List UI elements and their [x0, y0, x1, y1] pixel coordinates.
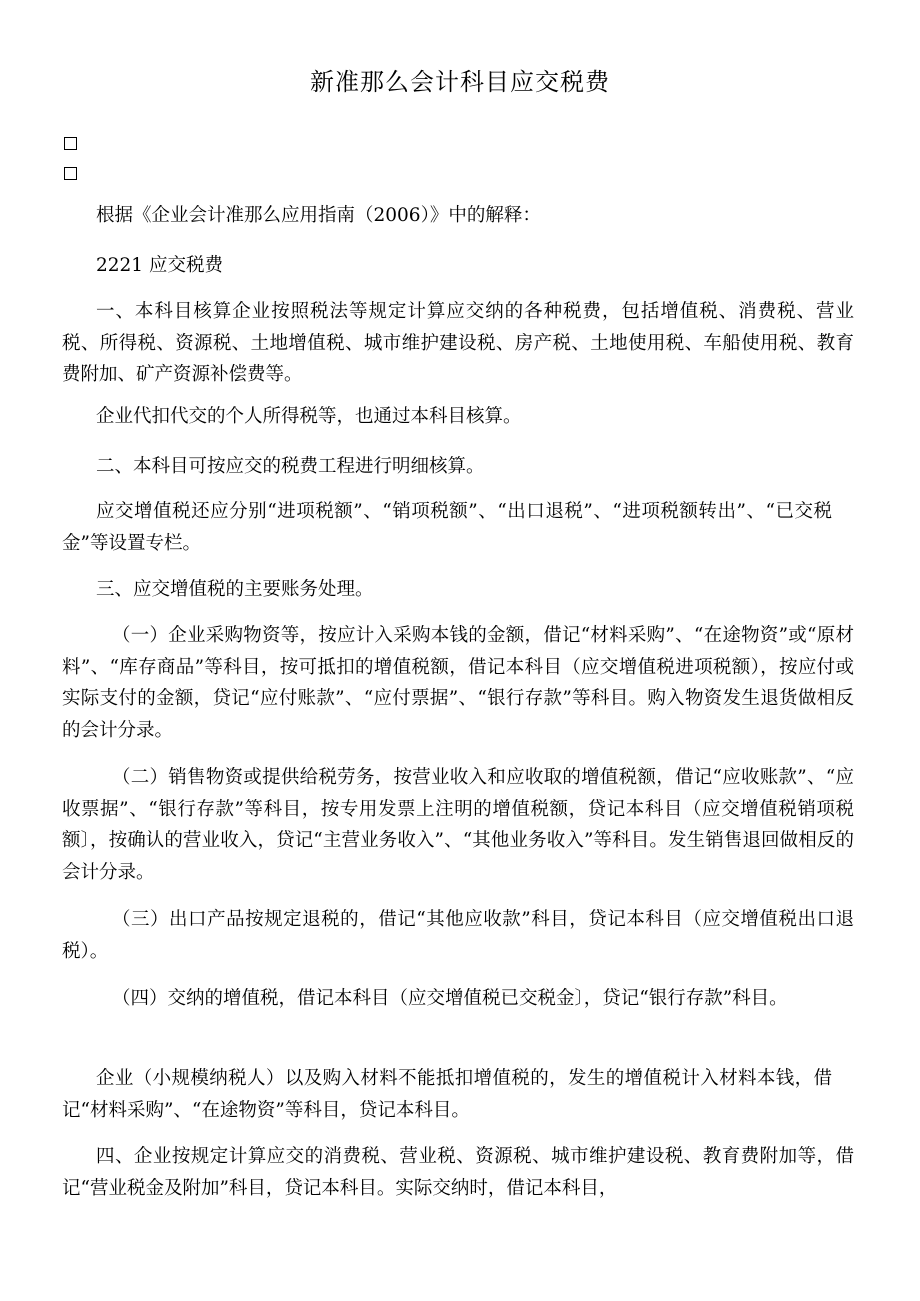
paragraph-export-refund: （三）出口产品按规定退税的，借记“其他应收款”科目，贷记本科目（应交增值税出口退税）。	[62, 909, 854, 962]
paragraph-vat-paid: （四）交纳的增值税，借记本科目（应交增值税已交税金〕，贷记“银行存款”科目。	[112, 988, 788, 1009]
empty-box-icon	[64, 137, 77, 150]
empty-box-icon	[64, 167, 77, 180]
document-title: 新准那么会计科目应交税费	[310, 68, 610, 96]
paragraph-detail-accounting: 二、本科目可按应交的税费工程进行明细核算。	[96, 456, 485, 477]
reference-paragraph: 根据《企业会计准那么应用指南（2006）》中的解释：	[96, 205, 541, 226]
paragraph-scope: 一、本科目核算企业按照税法等规定计算应交纳的各种税费，包括增值税、消费税、营业税、所得税、资源税、土地增值税、城市维护建设税、房产税、土地使用税、车船使用税、教育费附加、矿产资源补偿费等。	[62, 301, 854, 385]
paragraph-consumption-tax: 四、企业按规定计算应交的消费税、营业税、资源税、城市维护建设税、教育费附加等，借记“营业税金及附加”科目，贷记本科目。实际交纳时，借记本科目，	[62, 1146, 854, 1199]
paragraph-small-taxpayer: 企业（小规模纳税人）以及购入材料不能抵扣增值税的，发生的增值税计入材料本钱，借记“材料采购”、“在途物资”等科目，贷记本科目。	[62, 1068, 832, 1121]
paragraph-vat-columns: 应交增值税还应分别“进项税额”、“销项税额”、“出口退税”、“进项税额转出”、“已交税金”等设置专栏。	[62, 501, 832, 554]
paragraph-sales: （二）销售物资或提供给税劳务，按营业收入和应收取的增值税额，借记“应收账款”、“应收票据”、“银行存款”等科目，按专用发票上注明的增值税额，贷记本科目（应交增值税销项税额〕，按确认的营业收入，贷记“主营业务收入”、“其他业务收入”等科目。发生销售退回做相反的会计分录。	[62, 767, 854, 883]
account-code-heading: 2221 应交税费	[96, 255, 223, 276]
paragraph-purchase: （一）企业采购物资等，按应计入采购本钱的金额，借记“材料采购”、“在途物资”或“原材料”、“库存商品”等科目，按可抵扣的增值税额，借记本科目（应交增值税进项税额），按应付或实际支付的金额，贷记“应付账款”、“应付票据”、“银行存款”等科目。购入物资发生退货做相反的会计分录。	[62, 625, 854, 741]
paragraph-withholding: 企业代扣代交的个人所得税等，也通过本科目核算。	[96, 406, 522, 427]
paragraph-vat-heading: 三、应交增值税的主要账务处理。	[96, 579, 374, 600]
